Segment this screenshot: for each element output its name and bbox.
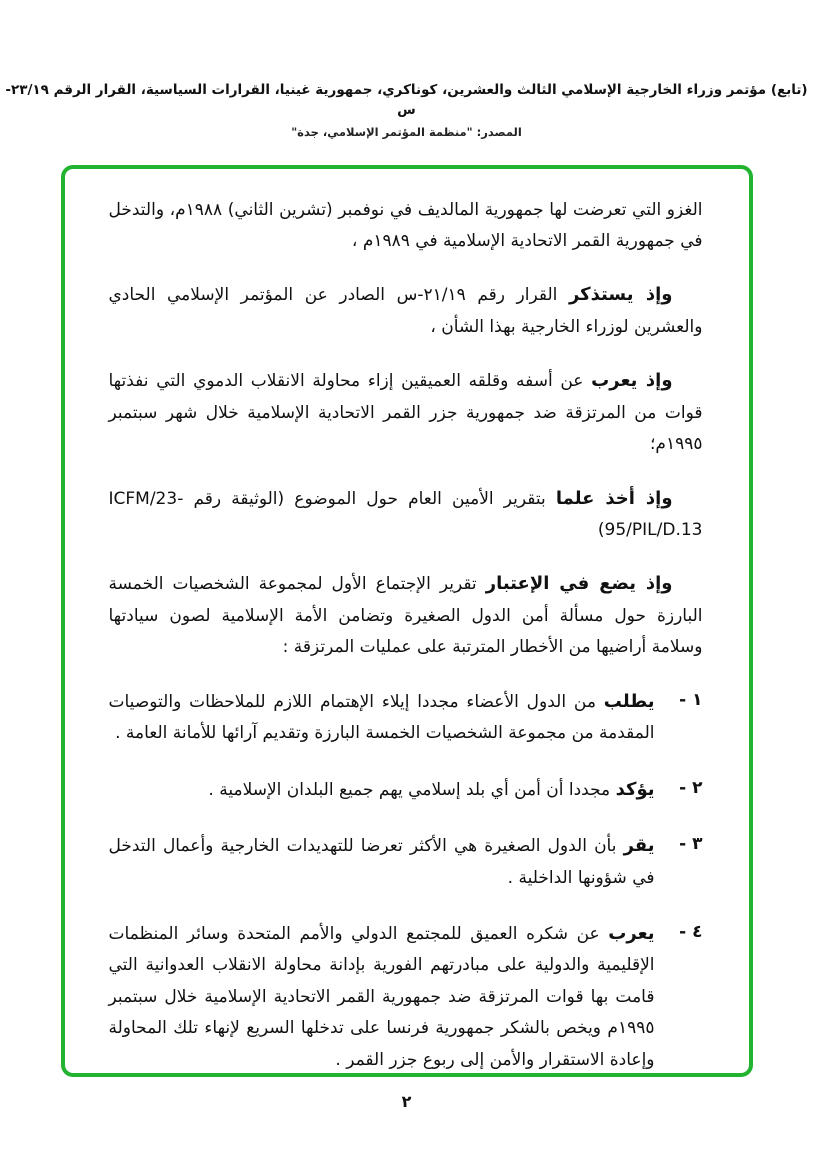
item-marker: ٣ - [679, 834, 703, 855]
paragraph-lead: وإذ أخذ علما [555, 487, 673, 509]
resolution-clauses [109, 685, 703, 1076]
item-text: بأن الدول الصغيرة هي الأكثر تعرضا للتهديدات الخارجية وأعمال التدخل في شؤونها الداخلية . [108, 836, 655, 888]
item-body [109, 917, 655, 1076]
paragraph-text: القرار رقم ٢١/١٩-س الصادر عن المؤتمر الإسلامي الحادي والعشرين لوزراء الخارجية بهذا الشأن ، [108, 285, 703, 337]
header-title: (تابع) مؤتمر وزراء الخارجية الإسلامي الثالث والعشرين، كوناكري، جمهورية غينيا، القرارات السياسية، القرار الرقم ٢٣/١٩-س [5, 82, 808, 119]
paragraph-lead: وإذ يعرب [591, 370, 673, 392]
paragraph [109, 364, 703, 460]
header-source: المصدر: "منظمة المؤتمر الإسلامي، جدة" [291, 124, 522, 139]
item-lead: يطلب [603, 690, 655, 712]
paragraph [109, 195, 703, 258]
item-text: عن شكره العميق للمجتمع الدولي والأمم المتحدة وسائر المنظمات الإقليمية والدولية على مبادرتهم الفورية بإدانة محاولة الانقلاب العدوانية التي قامت بها قوات المرتزقة ضد جمهورية القمر الاتحادية الإسلامية خلال سبتمبر ١٩٩٥م ويخص بالشكر جمهورية فرنسا على تدخلها السريع لإنهاء تلك المحاولة وإعادة الاستقرار والأمن إلى ربوع جزر القمر . [108, 923, 655, 1070]
item-text: مجددا أن أمن أي بلد إسلامي يهم جميع البلدان الإسلامية . [208, 779, 611, 800]
paragraph-text: تقرير الإجتماع الأول لمجموعة الشخصيات الخمسة البارزة حول مسألة أمن الدول الصغيرة وتضامن الأمة الإسلامية لصون سيادتها وسلامة أراضيها من الأخطار المترتبة على عمليات المرتزقة : [108, 574, 703, 658]
list-item [109, 773, 703, 806]
item-marker: ٤ - [679, 921, 703, 942]
list-item [109, 917, 703, 1076]
item-body [109, 829, 655, 894]
paragraph-text: بتقرير الأمين العام حول الموضوع (الوثيقة رقم ICFM/23-95/PIL/D.13) [108, 488, 703, 540]
item-body [109, 773, 655, 806]
item-lead: يؤكد [615, 778, 655, 800]
paragraph-lead: وإذ يستذكر [568, 284, 673, 306]
paragraph [109, 278, 703, 343]
paragraph [109, 567, 703, 663]
paragraph-text: عن أسفه وقلقه العميقين إزاء محاولة الانقلاب الدموي التي نفذتها قوات من المرتزقة ضد جمهورية جزر القمر الاتحادية الإسلامية خلال شهر سبتمبر ١٩٩٥م؛ [108, 371, 703, 455]
item-lead: يقر [623, 835, 655, 857]
paragraph-lead: وإذ يضع في الإعتبار [485, 573, 673, 595]
paragraph [109, 482, 703, 547]
item-marker: ١ - [679, 689, 703, 710]
resolution-text [65, 169, 749, 1120]
resolution-frame [61, 165, 753, 1077]
page-number: ٢ [401, 1092, 412, 1111]
list-item [109, 829, 703, 894]
item-text: من الدول الأعضاء مجددا إيلاء الإهتمام اللازم للملاحظات والتوصيات المقدمة من مجموعة الشخصيات الخمسة البارزة وتقديم آرائها للأمانة العامة . [108, 691, 655, 744]
item-marker: ٢ - [679, 777, 703, 798]
item-body [109, 685, 655, 750]
paragraph-text: الغزو التي تعرضت لها جمهورية المالديف في نوفمبر (تشرين الثاني) ١٩٨٨م، والتدخل في جمهورية القمر الاتحادية الإسلامية في ١٩٨٩م ، [108, 199, 703, 251]
document-header [0, 0, 813, 139]
list-item [109, 685, 703, 750]
item-lead: يعرب [608, 922, 655, 944]
